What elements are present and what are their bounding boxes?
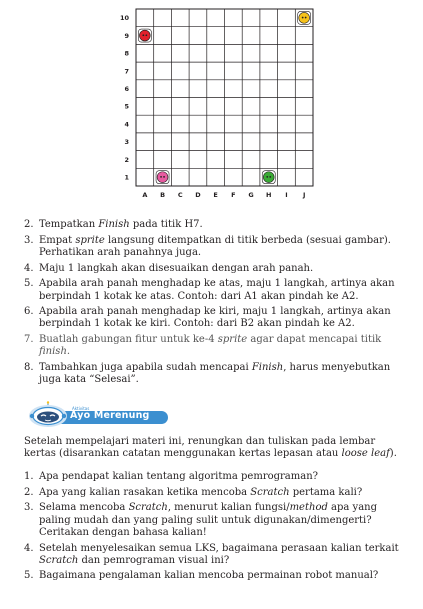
- text-run: agar dapat mencapai titik: [247, 334, 382, 346]
- text-run: , menurut kalian fungsi/: [167, 502, 290, 514]
- text-run: loose leaf: [341, 448, 390, 460]
- text-run: ).: [389, 448, 397, 460]
- robot-mascot-icon: [26, 401, 70, 429]
- column-label: E: [213, 191, 218, 199]
- column-label: B: [160, 191, 166, 199]
- sprite-eye: [266, 176, 268, 178]
- text-run: Apabila arah panah menghadap ke atas, maju 1 langkah, artinya akan berpindah 1 kotak ke atas. Contoh: dari A1 akan pindah ke A2.: [39, 278, 395, 302]
- text-run: Scratch: [250, 486, 290, 498]
- red-sprite-icon: [139, 30, 150, 41]
- list-number: 3.: [24, 502, 34, 514]
- sprite-eye: [302, 17, 304, 19]
- reflection-intro: [24, 436, 409, 460]
- list-item: [24, 263, 409, 275]
- text-run: Finish: [98, 219, 130, 230]
- text-run: apa yang paling mudah dan yang paling sulit untuk digunakan/dimengerti? Ceritakan dengan bahasa kalian!: [39, 502, 377, 538]
- list-item: [24, 543, 409, 567]
- green-sprite-icon: [263, 172, 274, 183]
- sprite-eye: [269, 176, 271, 178]
- column-label: J: [302, 191, 306, 199]
- sprite-eye: [305, 17, 307, 19]
- text-run: Scratch: [128, 502, 168, 514]
- grid-svg: [0, 0, 423, 212]
- list-item: [24, 278, 409, 302]
- sprite-eye: [160, 176, 162, 178]
- text-run: dan pemrograman visual ini?: [78, 554, 230, 566]
- text-run: langsung ditempatkan di titik berbeda (sesuai gambar). Perhatikan arah panahnya juga.: [39, 234, 391, 258]
- column-label: C: [177, 191, 183, 199]
- text-run: Selama mencoba: [39, 502, 129, 514]
- column-label: A: [142, 191, 148, 199]
- list-number: 2.: [24, 219, 34, 230]
- sprite-eye: [163, 176, 165, 178]
- instruction-list: [24, 219, 409, 390]
- reflection-question-list: [24, 471, 409, 586]
- list-item: [24, 235, 409, 259]
- text-run: Tambahkan juga apabila sudah mencapai: [39, 362, 252, 374]
- list-number: 4.: [24, 542, 34, 554]
- banner-title: Ayo Merenung: [70, 410, 150, 421]
- list-number: 7.: [24, 334, 34, 346]
- row-label: 3: [124, 138, 129, 147]
- coordinate-grid: [0, 0, 423, 212]
- text-run: , harus menyebutkan juga kata “Selesai”.: [39, 362, 391, 386]
- text-run: Maju 1 langkah akan disesuaikan dengan arah panah.: [39, 262, 314, 274]
- yellow-sprite-icon: [299, 12, 310, 23]
- text-run: Apa pendapat kalian tentang algoritma pemrograman?: [39, 471, 319, 482]
- list-number: 1.: [24, 471, 34, 482]
- list-number: 4.: [24, 262, 34, 274]
- pink-sprite-icon: [157, 172, 168, 183]
- list-item: [24, 471, 409, 483]
- row-label: 1: [124, 173, 129, 182]
- list-number: 5.: [24, 278, 34, 290]
- text-run: sprite: [217, 334, 248, 346]
- list-item: [24, 334, 409, 358]
- text-run: Finish: [251, 362, 284, 374]
- text-run: Setelah mempelajari materi ini, renungkan dan tuliskan pada lembar kertas (disarankan catatan menggunakan kertas lepasan atau: [24, 436, 376, 460]
- text-run: Tempatkan: [39, 219, 99, 230]
- list-number: 5.: [24, 570, 34, 582]
- row-label: 8: [124, 49, 129, 58]
- column-label: D: [195, 191, 201, 199]
- list-item: [24, 502, 409, 539]
- text-run: Setelah menyelesaikan semua LKS, bagaimana perasaan kalian terkait: [39, 542, 399, 554]
- text-run: pertama kali?: [289, 486, 363, 498]
- text-run: Scratch: [39, 554, 79, 566]
- ayo-merenung-banner: [26, 401, 176, 429]
- text-run: pada titik H7.: [129, 219, 203, 230]
- row-label: 2: [124, 155, 129, 164]
- column-label: H: [266, 191, 272, 199]
- text-run: Apabila arah panah menghadap ke kiri, maju 1 langkah, artinya akan berpindah 1 kotak ke kiri. Contoh: dari B2 akan pindah ke A2.: [39, 306, 391, 330]
- banner-kicker: Aktivitas: [72, 406, 90, 411]
- list-number: 6.: [24, 306, 34, 318]
- list-item: [24, 487, 409, 499]
- list-item: [24, 362, 409, 386]
- text-run: .: [66, 346, 71, 358]
- list-number: 8.: [24, 362, 34, 374]
- column-label: I: [285, 191, 288, 199]
- text-run: Apa yang kalian rasakan ketika mencoba: [39, 486, 251, 498]
- text-run: sprite: [75, 234, 105, 246]
- list-item: [24, 570, 409, 582]
- list-number: 2.: [24, 486, 34, 498]
- row-label: 9: [124, 31, 129, 40]
- row-label: 10: [119, 14, 129, 23]
- list-number: 3.: [24, 234, 34, 246]
- row-label: 4: [124, 120, 129, 129]
- text-run: Bagaimana pengalaman kalian mencoba permainan robot manual?: [39, 570, 379, 582]
- column-label: F: [231, 191, 236, 199]
- text-run: Buatlah gabungan fitur untuk ke-4: [39, 334, 218, 346]
- text-run: Empat: [39, 234, 76, 246]
- text-run: finish: [39, 346, 67, 358]
- row-label: 7: [124, 67, 129, 76]
- list-item: [24, 219, 409, 231]
- sprite-eye: [145, 34, 147, 36]
- sprite-eye: [142, 34, 144, 36]
- row-label: 5: [124, 102, 129, 111]
- row-label: 6: [124, 84, 129, 93]
- text-run: method: [289, 502, 328, 514]
- list-item: [24, 306, 409, 330]
- column-label: G: [248, 191, 254, 199]
